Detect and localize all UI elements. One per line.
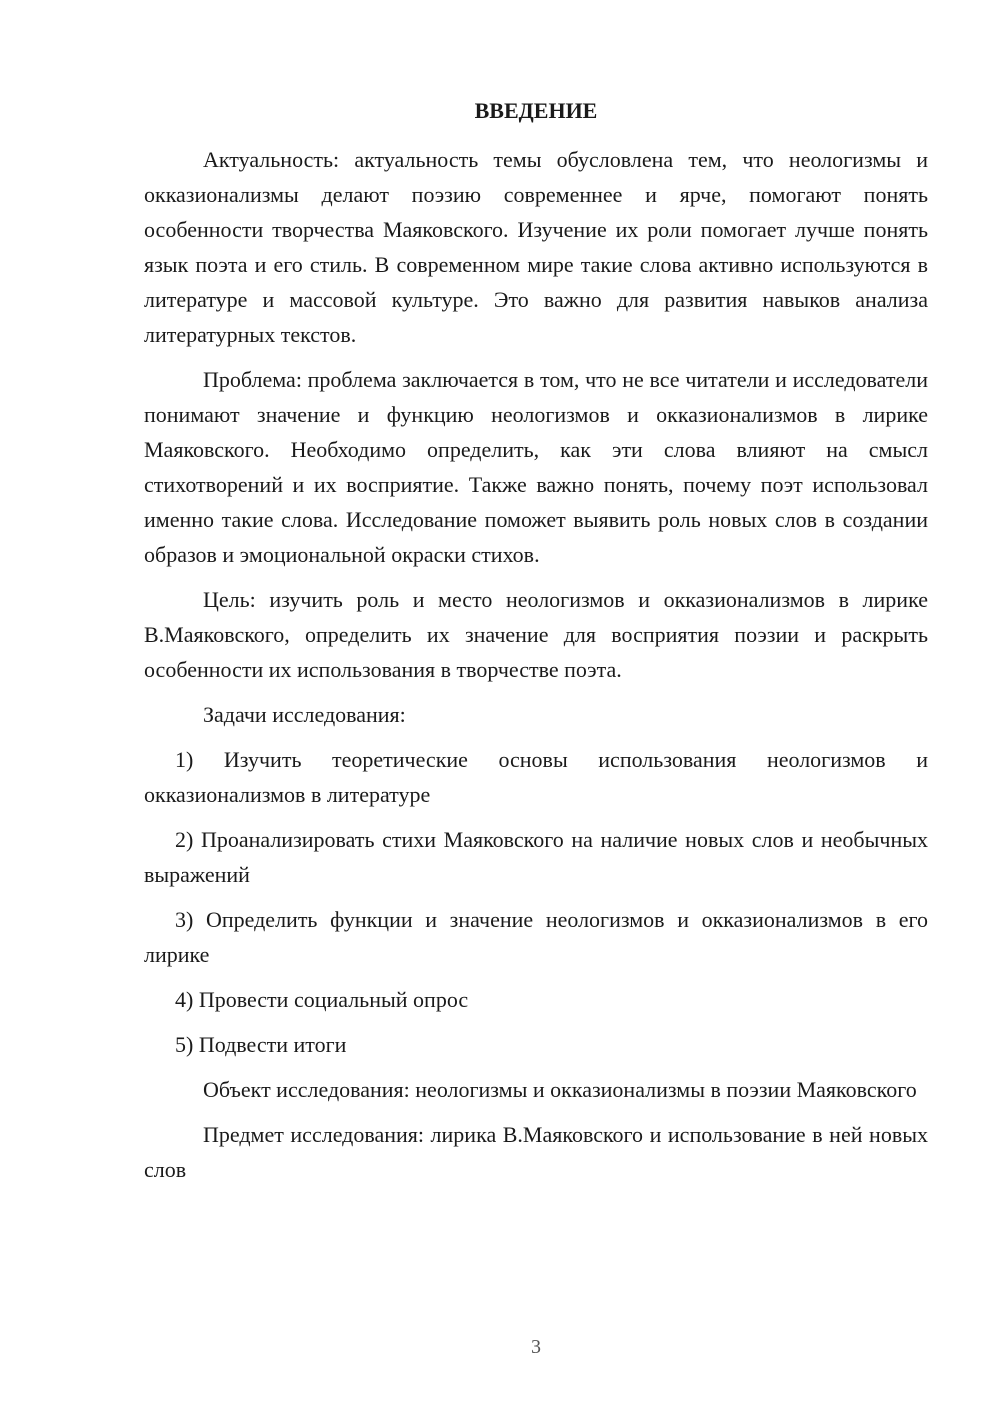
document-body (144, 142, 928, 1197)
task-item-5: 5) Подвести итоги (175, 1032, 347, 1057)
paragraph-problem: Проблема: проблема заключается в том, что не все читатели и исследователи понимают значение и функцию неологизмов и окказионализмов в лирике Маяковского. Необходимо определить, как эти слова влияют на смысл стихотворений и их восприятие. Также важно понять, почему поэт использовал именно такие слова. Исследование поможет выявить роль новых слов в создании образов и эмоциональной окраски стихов. (144, 367, 928, 567)
section-title: ВВЕДЕНИЕ (474, 98, 598, 123)
task-item-4: 4) Провести социальный опрос (175, 987, 469, 1012)
task-item-1: 1) Изучить теоретические основы использования неологизмов и окказионализмов в литературе (144, 747, 928, 807)
paragraph-subject: Предмет исследования: лирика В.Маяковского и использование в ней новых слов (144, 1122, 928, 1182)
task-item-3: 3) Определить функции и значение неологизмов и окказионализмов в его лирике (144, 907, 928, 967)
paragraph-tasks-heading: Задачи исследования: (203, 702, 406, 727)
paragraph-object: Объект исследования: неологизмы и окказионализмы в поэзии Маяковского (203, 1077, 917, 1102)
paragraph-relevance: Актуальность: актуальность темы обусловлена тем, что неологизмы и окказионализмы делают поэзию современнее и ярче, помогают понять особенности творчества Маяковского. Изучение их роли помогает лучше понять язык поэта и его стиль. В современном мире такие слова активно используются в литературе и массовой культуре. Это важно для развития навыков анализа литературных текстов. (144, 147, 928, 347)
page-number: 3 (531, 1336, 541, 1358)
task-item-2: 2) Проанализировать стихи Маяковского на наличие новых слов и необычных выражений (144, 827, 928, 887)
paragraph-goal: Цель: изучить роль и место неологизмов и окказионализмов в лирике В.Маяковского, определить их значение для восприятия поэзии и раскрыть особенности их использования в творчестве поэта. (144, 587, 928, 682)
